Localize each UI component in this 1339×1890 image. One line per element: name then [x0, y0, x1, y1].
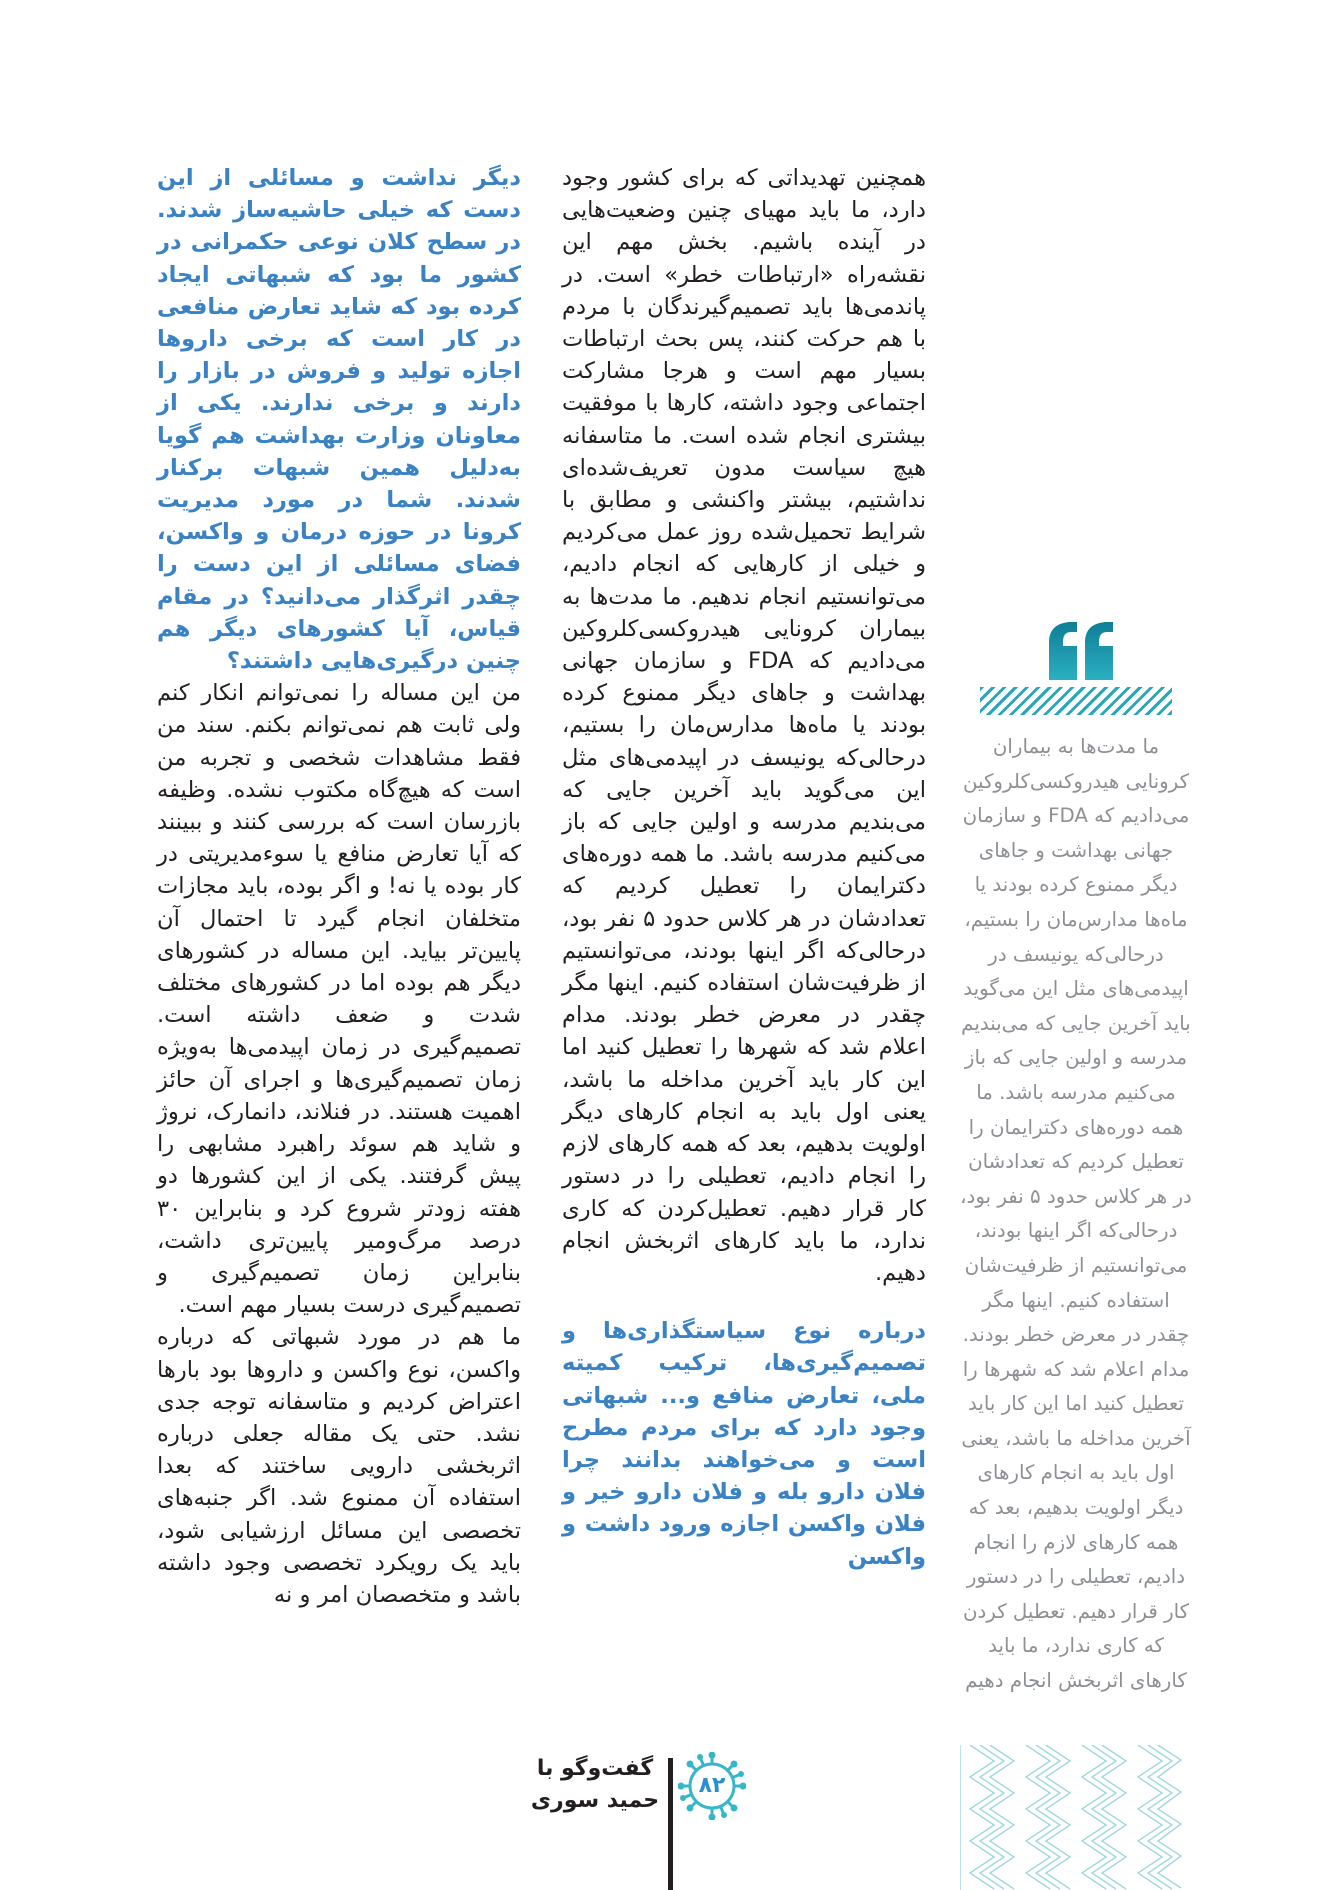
article-column-left [157, 162, 521, 1611]
answer-paragraph-1: من این مساله را نمی‌توانم انکار کنم ولی ثابت هم نمی‌توانم بکنم. سند من فقط مشاهدات شخصی و تجربه من است که هیچ‌گاه مکتوب نشده. وظیفه بازرسان است که بررسی کنند و ببینند که آیا تعارض منافع یا سوءمدیریتی در کار بوده یا نه! و اگر بوده، باید مجازات متخلفان انجام گیرد تا احتمال آن پایین‌تر بیاید. این مساله در کشورهای دیگر هم بوده اما در کشورهای مختلف شدت و ضعف داشته است. تصمیم‌گیری در زمان اپیدمی‌ها به‌ویژه زمان تصمیم‌گیری‌ها و اجرای آن حائز اهمیت هستند. در فنلاند، دانمارک، نروژ و شاید هم سوئد راهبرد مشابهی را پیش گرفتند. یکی از این کشورها دو هفته زودتر شروع کرد و بنابراین ۳۰ درصد مرگ‌ومیر پایین‌تری داشت، بنابراین زمان تصمیم‌گیری و تصمیم‌گیری درست بسیار مهم است. [157, 680, 521, 1319]
paragraph-gap [562, 1289, 926, 1315]
interview-question-2-start: درباره نوع سیاستگذاری‌ها و تصمیم‌گیری‌ها، ترکیب کمیته ملی، تعارض منافع و... شبهاتی وجود دارد که برای مردم مطرح است و می‌خواهند بدانند چرا فلان دارو بله و فلان دارو خیر و فلان واکسن اجازه ورود داشت و واکسن [562, 1318, 926, 1570]
pull-quote-text: ما مدت‌ها به بیماران کرونایی هیدروکسی‌کلروکین می‌دادیم که FDA و سازمان جهانی بهداشت و جاهای دیگر ممنوع کرده بودند یا ماه‌ها مدارس‌مان را بستیم، درحالی‌که یونیسف در اپیدمی‌های مثل این می‌گوید باید آخرین جایی که می‌بندیم مدرسه و اولین جایی که باز می‌کنیم مدرسه باشد. ما همه دوره‌های دکترایمان را تعطیل کردیم که تعدادشان در هر کلاس حدود ۵ نفر بود، درحالی‌که اگر اینها بودند، می‌توانستیم از ظرفیت‌شان استفاده کنیم. اینها مگر چقدر در معرض خطر بودند. مدام اعلام شد که شهرها را تعطیل کنید اما این کار باید آخرین مداخله ما باشد، یعنی اول باید به انجام کارهای دیگر اولویت بدهیم، بعد که همه کارهای لازم را انجام دادیم، تعطیلی را در دستور کار قرار دهیم. تعطیل کردن که کاری ندارد، ما باید کارهای اثربخش انجام دهیم [960, 735, 1192, 1693]
hatch-divider [980, 687, 1172, 715]
page-number: ۸۲ [698, 1773, 726, 1798]
article-column-middle [562, 162, 926, 1573]
chevron-pattern-decoration [960, 1745, 1182, 1890]
answer-paragraph-main: همچنین تهدیداتی که برای کشور وجود دارد، ما باید مهیای چنین وضعیت‌هایی در آینده باشیم. بخش مهم این نقشه‌راه «ارتباطات خطر» است. در پاندمی‌ها باید تصمیم‌گیرندگان با مردم با هم حرکت کنند، پس بحث ارتباطات بسیار مهم است و هرجا مشارکت اجتماعی وجود داشته، کارها با موفقیت بیشتری انجام شده است. ما متاسفانه هیچ سیاست مدون تعریف‌شده‌ای نداشتیم، بیشتر واکنشی و مطابق با شرایط تحمیل‌شده روز عمل می‌کردیم و خیلی از کارهایی که انجام دادیم، می‌توانستیم انجام ندهیم. ما مدت‌ها به بیماران کرونایی هیدروکسی‌کلروکین می‌دادیم که FDA و سازمان جهانی بهداشت و جاهای دیگر ممنوع کرده بودند یا ماه‌ها مدارس‌مان را بستیم، درحالی‌که یونیسف در اپیدمی‌های مثل این می‌گوید باید آخرین جایی که می‌بندیم مدرسه و اولین جایی که باز می‌کنیم مدرسه باشد. ما همه دوره‌های دکترایمان را تعطیل کردیم که تعدادشان در هر کلاس حدود ۵ نفر بود، درحالی‌که اگر اینها بودند، می‌توانستیم از ظرفیت‌شان استفاده کنیم. اینها مگر چقدر در معرض خطر بودند. مدام اعلام شد که شهرها را تعطیل کنید اما این کار باید آخرین مداخله ما باشد، یعنی اول باید به انجام کارهای دیگر اولویت بدهیم، بعد که همه کارهای لازم را انجام دادیم، تعطیلی را در دستور کار قرار دهیم. تعطیل‌کردن که کاری ندارد، ما باید کارهای اثربخش انجام دهیم. [562, 165, 926, 1286]
quote-mark-icon [1045, 620, 1117, 680]
footer-section-title: گفت‌وگو با [536, 1756, 654, 1781]
pull-quote-panel [960, 615, 1192, 1890]
interview-question-1-end: دیگر نداشت و مسائلی از این دست که خیلی حاشیه‌ساز شدند. در سطح کلان نوعی حکمرانی در کشور ما بود که شبهاتی ایجاد کرده بود که شاید تعارض منافعی در کار است که برخی داروها اجازه تولید و فروش در بازار را دارند و برخی ندارند. یکی از معاونان وزارت بهداشت هم گویا به‌دلیل همین شبهات برکنار شدند. شما در مورد مدیریت کرونا در حوزه درمان و واکسن، فضای مسائلی از این دست را چقدر اثرگذار می‌دانید؟ در مقام قیاس، آیا کشورهای دیگر هم چنین درگیری‌هایی داشتند؟ [157, 165, 521, 675]
footer-author-name: حمید سوری [530, 1788, 660, 1813]
footer-divider-line [668, 1758, 673, 1890]
answer-paragraph-2: ما هم در مورد شبهاتی که درباره واکسن، نوع واکسن و داروها بود بارها اعتراض کردیم و متاسفانه توجه جدی نشد. حتی یک مقاله جعلی درباره اثربخشی دارویی ساختند که بعدا استفاده آن ممنوع شد. اگر جنبه‌های تخصصی این مسائل ارزشیابی شود، باید یک رویکرد تخصصی وجود داشته باشد و متخصصان امر و نه [157, 1324, 521, 1608]
